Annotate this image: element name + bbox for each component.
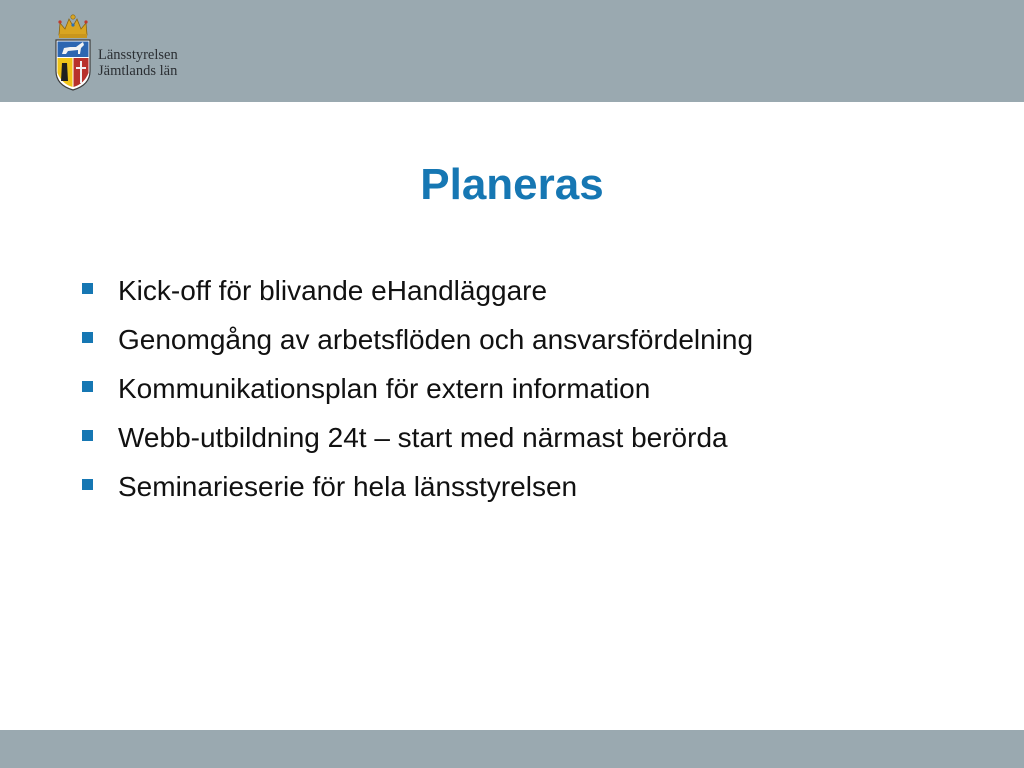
slide-title: Planeras [420, 160, 604, 209]
square-bullet-icon [82, 430, 93, 441]
square-bullet-icon [82, 479, 93, 490]
bullet-list [80, 270, 753, 515]
county-coat-of-arms-icon [52, 11, 94, 91]
bullet-text: Kick-off för blivande eHandläggare [118, 275, 548, 306]
logo-line-county: Jämtlands län [98, 63, 178, 79]
bullet-text: Kommunikationsplan för extern information [118, 373, 651, 404]
bullet-item [80, 466, 753, 515]
bullet-text: Webb-utbildning 24t – start med närmast berörda [118, 422, 728, 453]
header-band [0, 0, 1024, 102]
square-bullet-icon [82, 283, 93, 294]
bullet-item [80, 319, 753, 368]
logo-line-organization: Länsstyrelsen [98, 47, 178, 63]
square-bullet-icon [82, 381, 93, 392]
bullet-item [80, 417, 753, 466]
bullet-item [80, 270, 753, 319]
logo-text [98, 47, 178, 79]
bullet-text: Genomgång av arbetsflöden och ansvarsfördelning [118, 324, 754, 355]
square-bullet-icon [82, 332, 93, 343]
organization-logo [52, 11, 202, 93]
bullet-text: Seminarieserie för hela länsstyrelsen [118, 471, 578, 502]
bullet-item [80, 368, 753, 417]
footer-band [0, 730, 1024, 768]
